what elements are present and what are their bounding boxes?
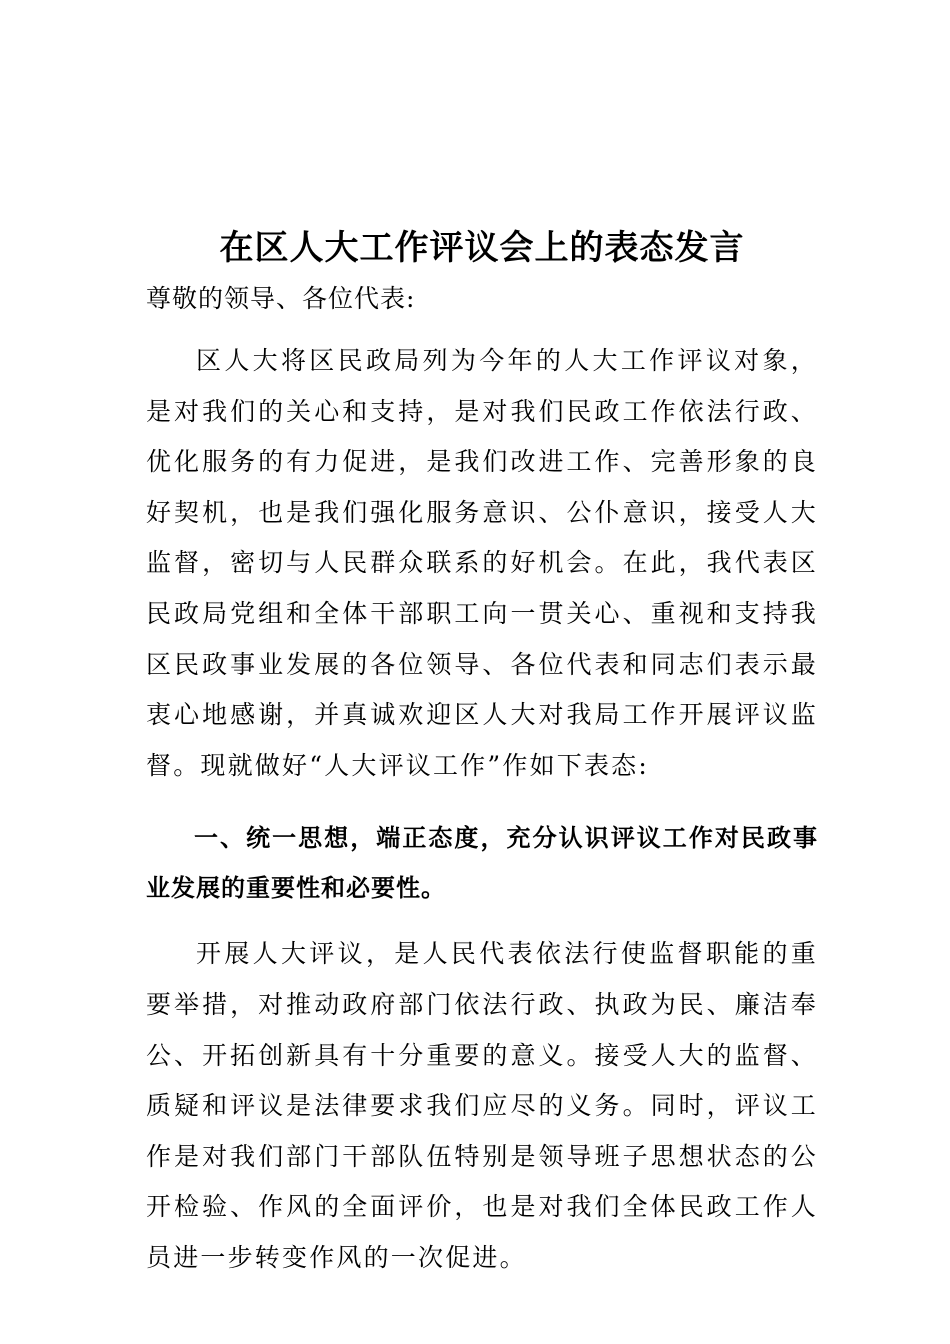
- salutation: 尊敬的领导、各位代表:: [146, 284, 416, 313]
- document-page: [146, 222, 818, 1284]
- document-title: 在区人大工作评议会上的表态发言: [219, 228, 745, 268]
- paragraph-intro: 区人大将区民政局列为今年的人大工作评议对象，是对我们的关心和支持，是对我们民政工作依法行政、优化服务的有力促进，是我们改进工作、完善形象的良好契机，也是我们强化服务意识、公仆意识，接受人大监督，密切与人民群众联系的好机会。在此，我代表区民政局党组和全体干部职工向一贯关心、重视和支持我区民政事业发展的各位领导、各位代表和同志们表示最衷心地感谢，并真诚欢迎区人大对我局工作开展评议监督。现就做好“人大评议工作”作如下表态:: [146, 346, 818, 780]
- paragraph-section-1: 开展人大评议，是人民代表依法行使监督职能的重要举措，对推动政府部门依法行政、执政为民、廉洁奉公、开拓创新具有十分重要的意义。接受人大的监督、质疑和评议是法律要求我们应尽的义务。同时，评议工作是对我们部门干部队伍特别是领导班子思想状态的公开检验、作风的全面评价，也是对我们全体民政工作人员进一步转变作风的一次促进。: [146, 939, 818, 1272]
- section-heading-1: 一、统一思想，端正态度，充分认识评议工作对民政事业发展的重要性和必要性。: [146, 824, 818, 903]
